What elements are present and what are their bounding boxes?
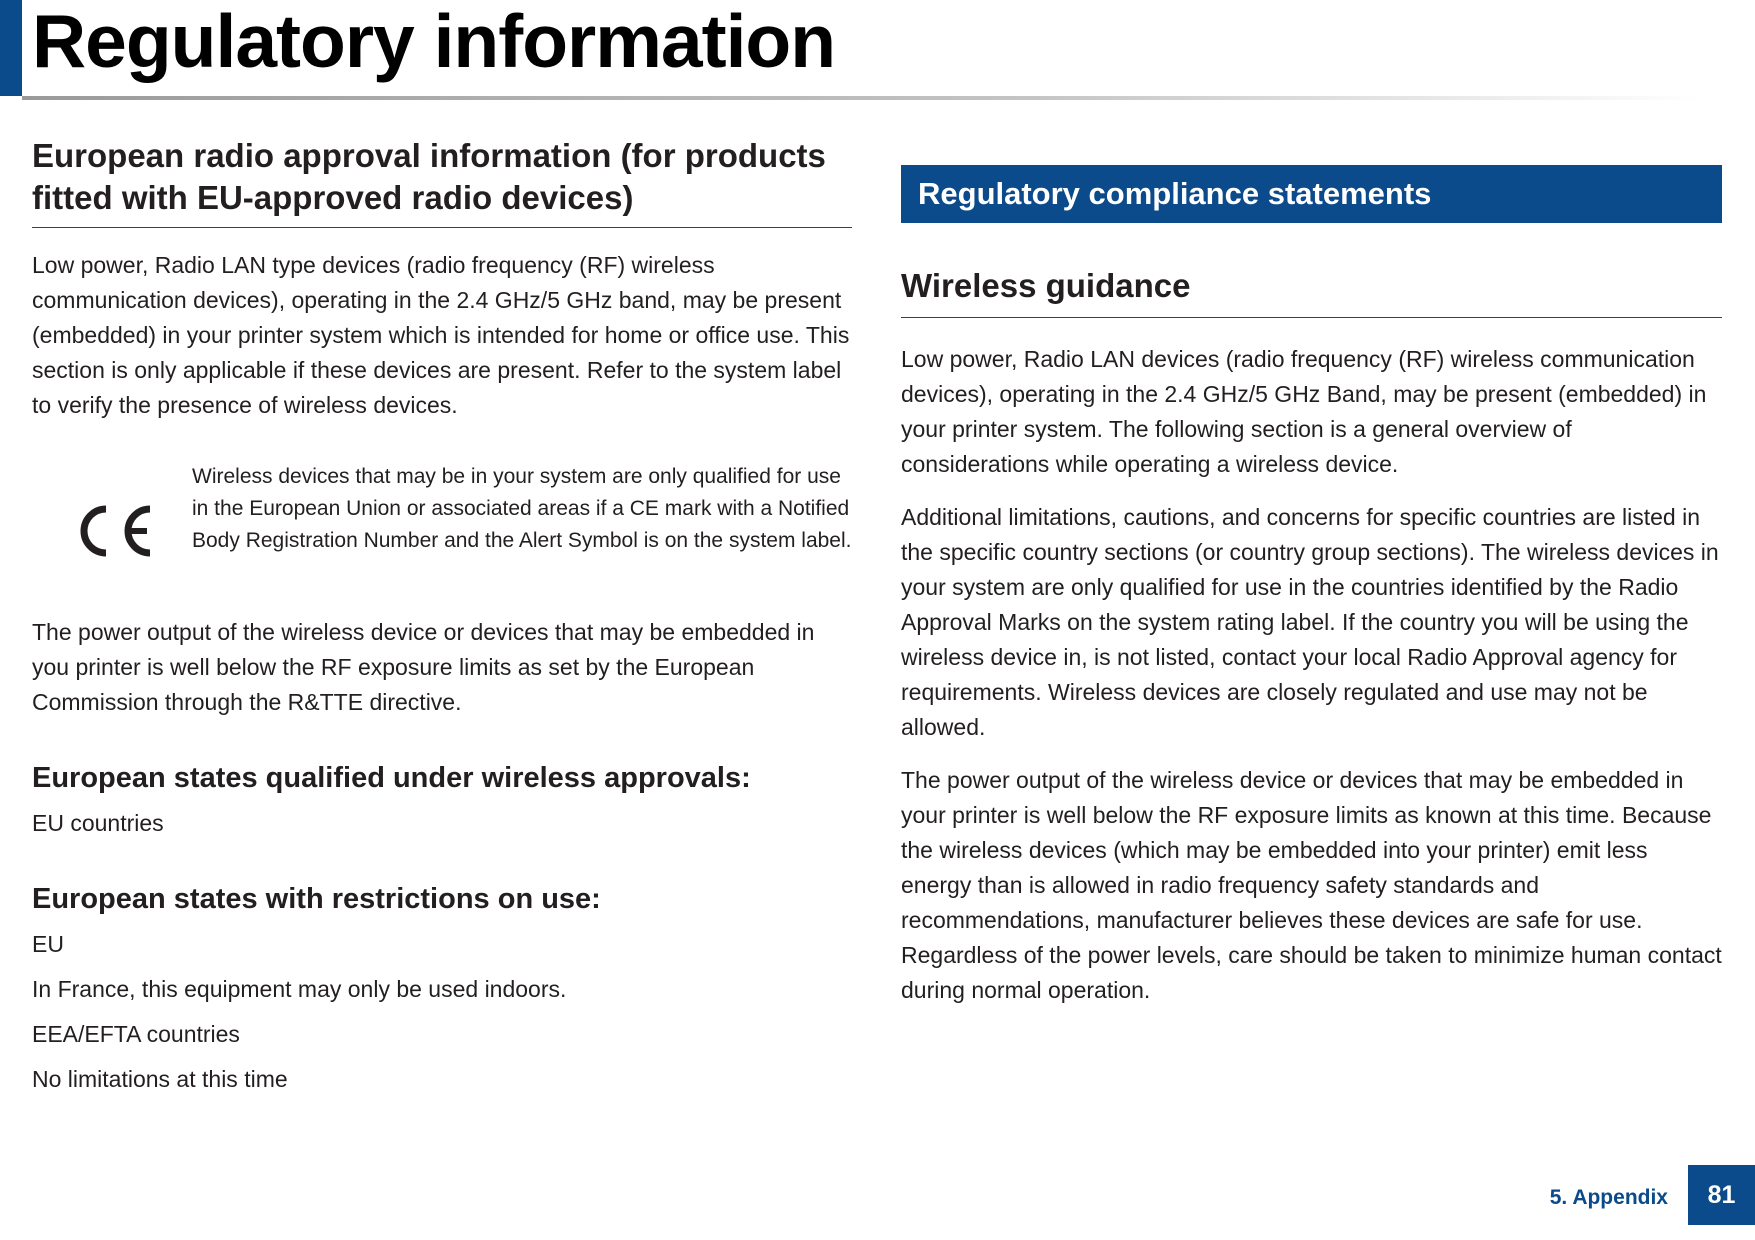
guidance-paragraph: The power output of the wireless device or devices that may be embedded in your printer is well below the RF exposure limits as known at this time. Because the wireless devices (which may be embedded into your printer) emit less energy than is allowed in radio frequency safety standards and recommendations, manufacturer believes these devices are safe for use. Regardless of the power levels, care should be taken to minimize human contact during normal operation. — [901, 767, 1722, 1003]
header-accent-bar — [0, 0, 22, 96]
left-column — [32, 135, 852, 1107]
right-column — [901, 165, 1722, 1026]
power-output-paragraph: The power output of the wireless device or devices that may be embedded in you printer is well below the RF exposure limits as set by the European Commission through the R&TTE directive. — [32, 619, 815, 715]
ce-notice — [32, 461, 852, 601]
qualified-states-text: EU countries — [32, 810, 164, 836]
restricted-states-heading: European states with restrictions on use: — [32, 883, 601, 915]
restriction-line: EEA/EFTA countries — [32, 1021, 240, 1047]
page-footer — [1550, 1165, 1755, 1225]
eu-intro-paragraph: Low power, Radio LAN type devices (radio frequency (RF) wireless communication devices), operating in the 2.4 GHz/5 GHz band, may be present (embedded) in your printer system which is intended for home or office use. This section is only applicable if these devices are present. Refer to the system label to verify the presence of wireless devices. — [32, 252, 850, 418]
section-banner: Regulatory compliance statements — [901, 165, 1722, 223]
header-divider — [22, 96, 1702, 100]
wireless-guidance-heading: Wireless guidance — [901, 265, 1722, 318]
restriction-line: In France, this equipment may only be used indoors. — [32, 976, 567, 1002]
ce-note-text: Wireless devices that may be in your system are only qualified for use in the European Union or associated areas if a CE mark with a Notified Body Registration Number and the Alert Symbol is on the system label. — [192, 465, 852, 552]
page-title: Regulatory information — [32, 0, 836, 83]
qualified-states-heading: European states qualified under wireless approvals: — [32, 762, 751, 794]
guidance-paragraph: Low power, Radio LAN devices (radio frequency (RF) wireless communication devices), operating in the 2.4 GHz/5 GHz Band, may be present (embedded) in your printer system. The following section is a general overview of considerations while operating a wireless device. — [901, 346, 1707, 477]
footer-section-label: 5. Appendix — [1549, 1186, 1668, 1209]
guidance-paragraph: Additional limitations, cautions, and concerns for specific countries are listed in the specific country sections (or country group sections). The wireless devices in your system are only qualified for use in the countries identified by the Radio Approval Marks on the system rating label. If the country you will be using the wireless device in, is not listed, contact your local Radio Approval agency for requirements. Wireless devices are closely regulated and use may not be allowed. — [901, 504, 1719, 740]
restriction-line: No limitations at this time — [32, 1066, 288, 1092]
ce-mark-icon — [32, 461, 192, 601]
restriction-line: EU — [32, 931, 64, 957]
page-number: 81 — [1688, 1165, 1755, 1225]
eu-radio-approval-heading: European radio approval information (for products fitted with EU-approved radio devices) — [32, 135, 852, 228]
